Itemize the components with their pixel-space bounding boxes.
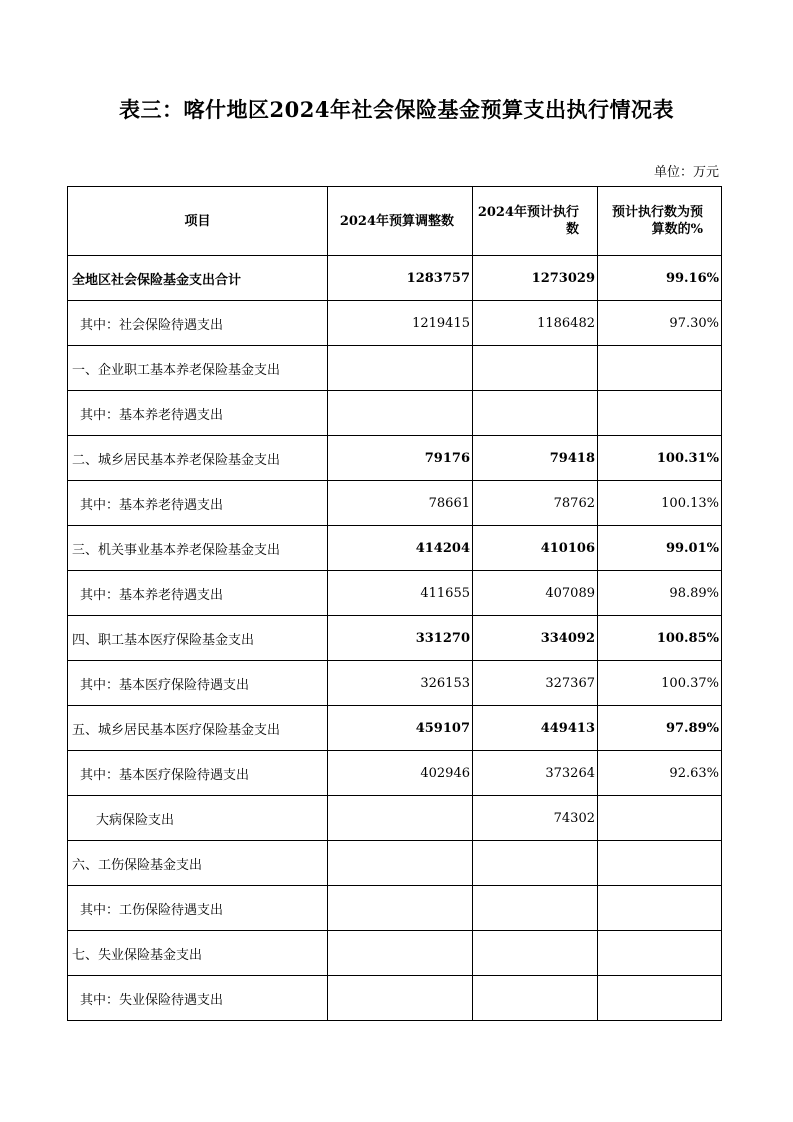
row-name: 一、企业职工基本养老保险基金支出 bbox=[68, 346, 328, 391]
row-ratio: 97.30% bbox=[598, 301, 722, 346]
budget-table bbox=[67, 186, 722, 1021]
row-budget bbox=[328, 346, 473, 391]
header-item: 项目 bbox=[68, 187, 328, 256]
row-ratio bbox=[598, 391, 722, 436]
row-estimate: 410106 bbox=[473, 526, 598, 571]
table-row bbox=[68, 976, 722, 1021]
unit-label: 单位：万元 bbox=[653, 165, 719, 180]
row-name: 大病保险支出 bbox=[68, 796, 328, 841]
row-estimate: 449413 bbox=[473, 706, 598, 751]
row-ratio bbox=[598, 346, 722, 391]
row-estimate: 373264 bbox=[473, 751, 598, 796]
row-name: 六、工伤保险基金支出 bbox=[68, 841, 328, 886]
row-budget bbox=[328, 886, 473, 931]
row-ratio: 92.63% bbox=[598, 751, 722, 796]
row-estimate: 74302 bbox=[473, 796, 598, 841]
row-estimate bbox=[473, 886, 598, 931]
row-ratio bbox=[598, 886, 722, 931]
row-name: 全地区社会保险基金支出合计 bbox=[68, 256, 328, 301]
row-name: 七、失业保险基金支出 bbox=[68, 931, 328, 976]
row-budget: 414204 bbox=[328, 526, 473, 571]
row-ratio bbox=[598, 841, 722, 886]
table-row bbox=[68, 796, 722, 841]
row-name: 三、机关事业基本养老保险基金支出 bbox=[68, 526, 328, 571]
row-name: 其中：工伤保险待遇支出 bbox=[68, 886, 328, 931]
header-row bbox=[68, 187, 722, 256]
row-ratio: 100.37% bbox=[598, 661, 722, 706]
table-row bbox=[68, 526, 722, 571]
row-ratio: 100.85% bbox=[598, 616, 722, 661]
row-ratio: 100.31% bbox=[598, 436, 722, 481]
table-row bbox=[68, 931, 722, 976]
table-row bbox=[68, 886, 722, 931]
table-row bbox=[68, 301, 722, 346]
table-row bbox=[68, 841, 722, 886]
row-ratio bbox=[598, 796, 722, 841]
row-name: 其中：基本医疗保险待遇支出 bbox=[68, 751, 328, 796]
table-row bbox=[68, 661, 722, 706]
table-row bbox=[68, 256, 722, 301]
row-name: 四、职工基本医疗保险基金支出 bbox=[68, 616, 328, 661]
row-budget bbox=[328, 976, 473, 1021]
row-budget: 411655 bbox=[328, 571, 473, 616]
row-budget: 459107 bbox=[328, 706, 473, 751]
row-ratio bbox=[598, 931, 722, 976]
row-budget: 79176 bbox=[328, 436, 473, 481]
row-budget: 402946 bbox=[328, 751, 473, 796]
row-name: 其中：基本养老待遇支出 bbox=[68, 391, 328, 436]
row-budget: 1283757 bbox=[328, 256, 473, 301]
row-budget bbox=[328, 391, 473, 436]
table-row bbox=[68, 391, 722, 436]
row-ratio bbox=[598, 976, 722, 1021]
row-estimate: 407089 bbox=[473, 571, 598, 616]
row-ratio: 99.01% bbox=[598, 526, 722, 571]
header-budget: 2024年预算调整数 bbox=[328, 187, 473, 256]
row-name: 二、城乡居民基本养老保险基金支出 bbox=[68, 436, 328, 481]
row-name: 其中：基本医疗保险待遇支出 bbox=[68, 661, 328, 706]
row-budget: 326153 bbox=[328, 661, 473, 706]
row-estimate: 334092 bbox=[473, 616, 598, 661]
table-row bbox=[68, 706, 722, 751]
table-row bbox=[68, 346, 722, 391]
row-budget: 78661 bbox=[328, 481, 473, 526]
row-budget bbox=[328, 841, 473, 886]
row-estimate: 78762 bbox=[473, 481, 598, 526]
row-estimate: 327367 bbox=[473, 661, 598, 706]
row-budget: 1219415 bbox=[328, 301, 473, 346]
table-row bbox=[68, 751, 722, 796]
row-budget bbox=[328, 796, 473, 841]
row-name: 其中：失业保险待遇支出 bbox=[68, 976, 328, 1021]
row-ratio: 98.89% bbox=[598, 571, 722, 616]
header-ratio: 预计执行数为预算数的% bbox=[598, 187, 722, 256]
row-estimate: 79418 bbox=[473, 436, 598, 481]
row-name: 其中：基本养老待遇支出 bbox=[68, 571, 328, 616]
row-ratio: 97.89% bbox=[598, 706, 722, 751]
row-budget: 331270 bbox=[328, 616, 473, 661]
row-estimate bbox=[473, 841, 598, 886]
row-budget bbox=[328, 931, 473, 976]
table-row bbox=[68, 616, 722, 661]
table-row bbox=[68, 481, 722, 526]
row-ratio: 99.16% bbox=[598, 256, 722, 301]
row-name: 其中：基本养老待遇支出 bbox=[68, 481, 328, 526]
table-row bbox=[68, 571, 722, 616]
row-estimate: 1186482 bbox=[473, 301, 598, 346]
row-estimate bbox=[473, 931, 598, 976]
row-ratio: 100.13% bbox=[598, 481, 722, 526]
row-estimate bbox=[473, 391, 598, 436]
header-estimate: 2024年预计执行数 bbox=[473, 187, 598, 256]
row-name: 其中：社会保险待遇支出 bbox=[68, 301, 328, 346]
row-estimate: 1273029 bbox=[473, 256, 598, 301]
row-name: 五、城乡居民基本医疗保险基金支出 bbox=[68, 706, 328, 751]
row-estimate bbox=[473, 976, 598, 1021]
page-title: 表三：喀什地区2024年社会保险基金预算支出执行情况表 bbox=[119, 97, 674, 122]
table-row bbox=[68, 436, 722, 481]
row-estimate bbox=[473, 346, 598, 391]
